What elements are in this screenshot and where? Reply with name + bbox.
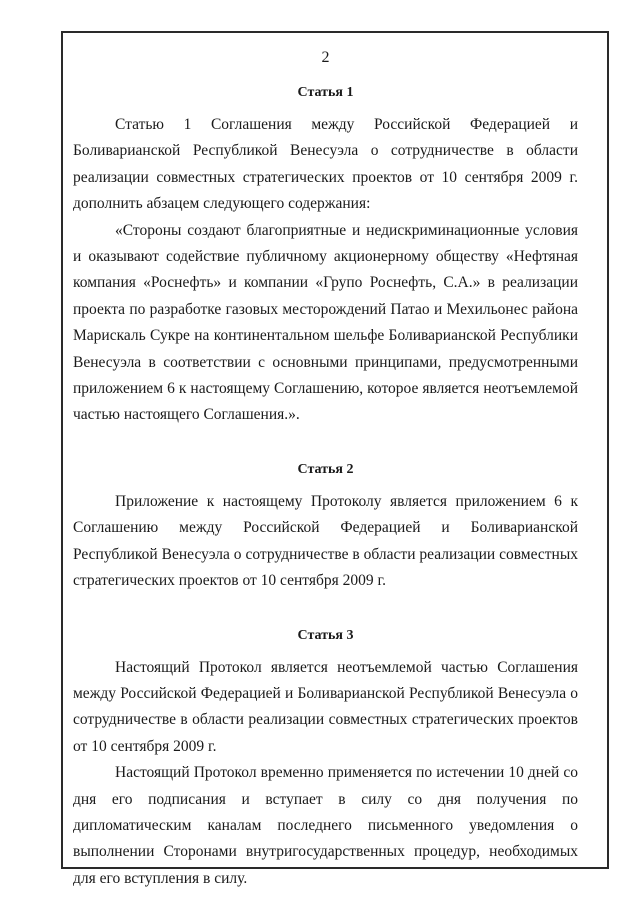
article-3-paragraph-2: Настоящий Протокол временно применяется по истечении 10 дней со дня его подписания и вступает в силу со дня получения по дипломатическим каналам последнего письменного уведомления о выполнении Сторонами внутригосударственных процедур, необходимых для его вступления в силу.	[73, 764, 578, 887]
article-1	[73, 82, 578, 429]
article-3-paragraph-1: Настоящий Протокол является неотъемлемой частью Соглашения между Российской Федерацией и Боливарианской Республикой Венесуэла о сотрудничестве в области реализации совместных стратегических проектов от 10 сентября 2009 г.	[73, 658, 578, 755]
document-body	[73, 40, 578, 892]
article-3	[73, 625, 578, 893]
article-2	[73, 459, 578, 595]
page-number: 2	[321, 49, 330, 66]
article-3-title: Статья 3	[297, 627, 354, 643]
article-1-paragraph-1: Статью 1 Соглашения между Российской Федерацией и Боливарианской Республикой Венесуэла о сотрудничестве в области реализации совместных стратегических проектов от 10 сентября 2009 г. дополнить абзацем следующего содержания:	[73, 116, 578, 213]
article-2-title: Статья 2	[297, 461, 354, 477]
article-2-paragraph-1: Приложение к настоящему Протоколу является приложением 6 к Соглашению между Российской Федерацией и Боливарианской Республикой Венесуэла о сотрудничестве в области реализации совместных стратегических проектов от 10 сентября 2009 г.	[73, 492, 578, 590]
article-1-title: Статья 1	[297, 85, 354, 100]
article-1-paragraph-2: «Стороны создают благоприятные и недискриминационные условия и оказывают содействие публичному акционерному обществу «Нефтяная компания «Роснефть» и компании «Групо Роснефть, С.А.» в реализации проекта по разработке газовых месторождений Патао и Мехильонес района Марискаль Сукре на континентальном шельфе Боливарианской Республики Венесуэла в соответствии с основными принципами, предусмотренными приложением 6 к настоящему Соглашению, которое является неотъемлемой частью настоящего Соглашения.».	[73, 221, 578, 424]
